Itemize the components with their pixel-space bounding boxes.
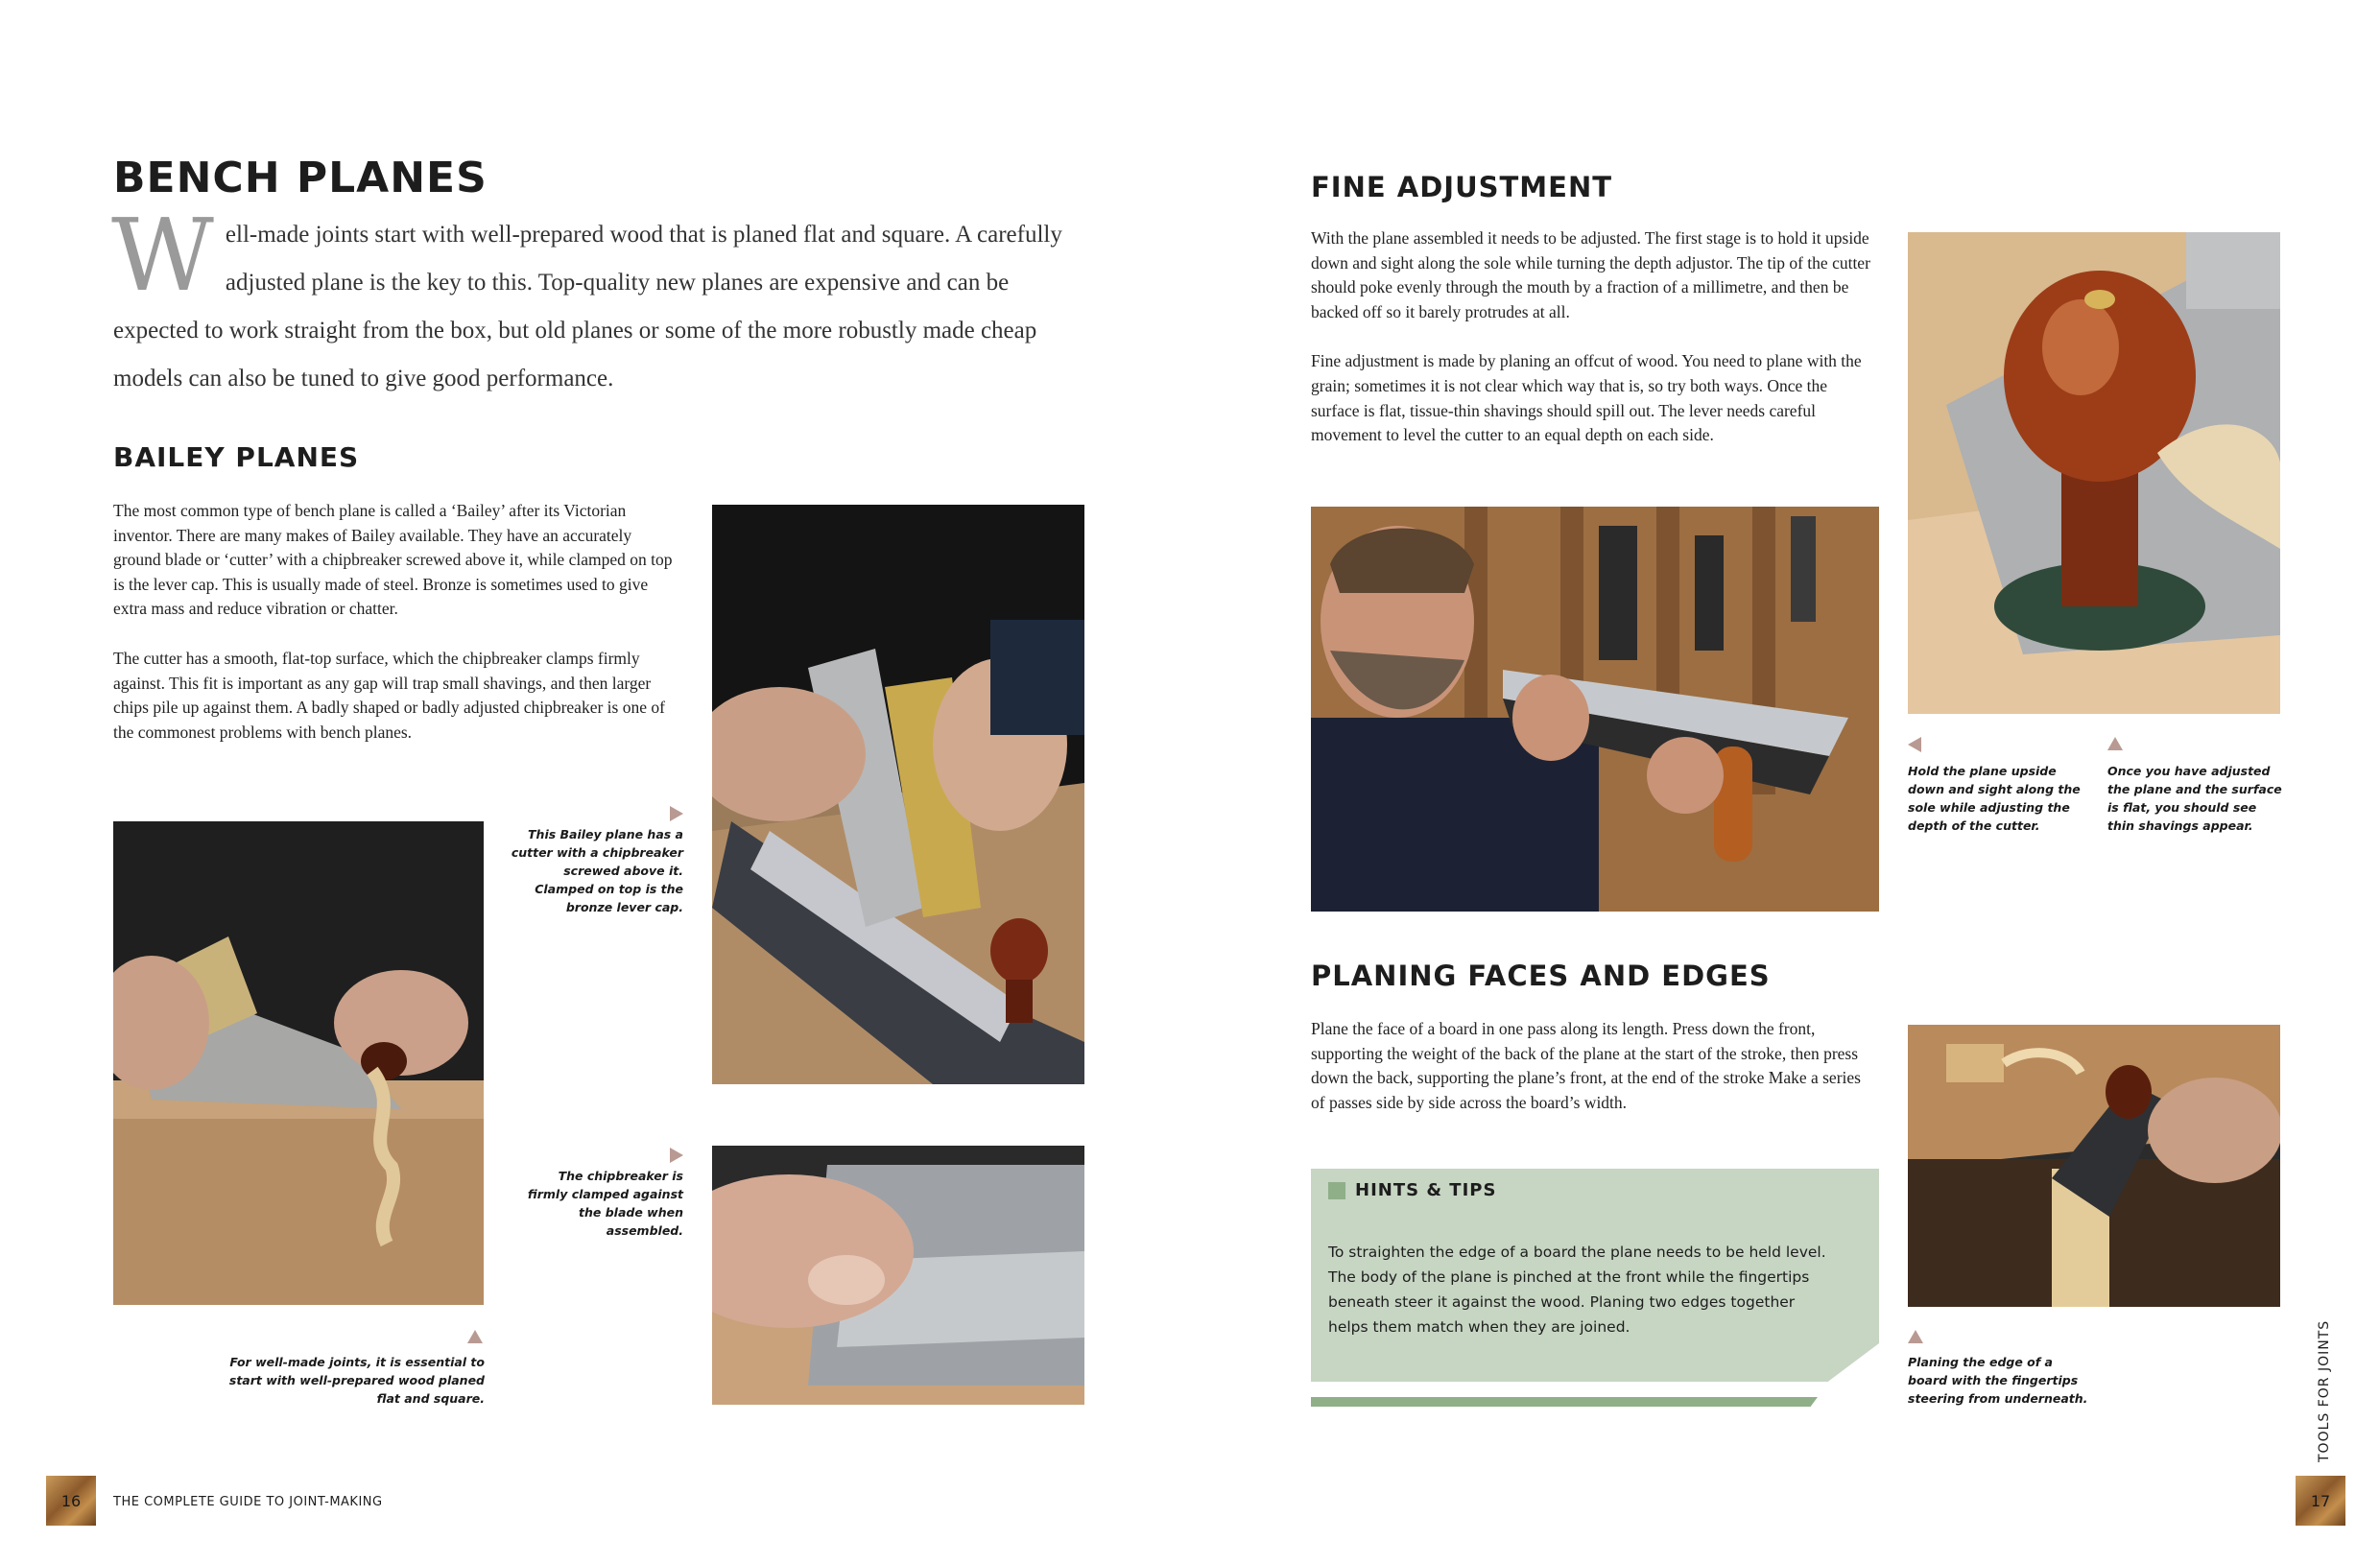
side-section-label: TOOLS FOR JOINTS: [2317, 1319, 2332, 1462]
page-number-left: [46, 1476, 96, 1526]
drop-cap: W: [111, 197, 214, 314]
hints-tips-heading: HINTS & TIPS: [1355, 1180, 1497, 1200]
bailey-body: [113, 499, 679, 770]
caption-marker-up: [2107, 737, 2123, 750]
page-number-right: [2296, 1476, 2345, 1526]
running-footer-title: THE COMPLETE GUIDE TO JOINT-MAKING: [113, 1495, 383, 1509]
fine-adjustment-body: [1311, 226, 1877, 473]
page-title: BENCH PLANES: [113, 154, 488, 202]
bailey-paragraph: The most common type of bench plane is called a ‘Bailey’ after its Victorian inventor. There are many makes of Bailey available. They have an accurately ground blade or ‘cutter’ with a chipbreaker screwed above it, while clamped on top is the lever cap. This is usually made of steel. Bronze is sometimes used to give extra mass and reduce vibration or chatter.: [113, 501, 673, 619]
intro-paragraph: [111, 197, 1083, 403]
caption-planing-edge: Planing the edge of a board with the fingertips steering from underneath.: [1908, 1355, 2088, 1406]
fine-paragraph: Fine adjustment is made by planing an offcut of wood. You need to plane with the grain; sometimes it is not clear which way that is, so try both ways. Once the surface is flat, tissue-thin shavings should spill out. The lever needs careful movement to level the cutter to an equal depth on each side.: [1311, 351, 1862, 445]
planing-paragraph: Plane the face of a board in one pass along its length. Press down the front, supporting the weight of the back of the plane at the start of the stroke, then press down the back, supporting the plane’s front, at the end of the stroke Make a series of passes side by side across the board’s width.: [1311, 1019, 1861, 1112]
hints-tips-text: To straighten the edge of a board the plane needs to be held level. The body of the plane is pinched at the front while the fingertips beneath steer it against the wood. Planing two edges together helps them match when they are joined.: [1328, 1244, 1826, 1336]
intro-text: ell-made joints start with well-prepared wood that is planed flat and square. A carefully adjusted plane is the key to this. Top-quality new planes are expensive and can be expected to work straight from the box, but old planes or some of the more robustly made cheap models can also be tuned to give good performance.: [113, 222, 1062, 391]
photo-sighting-plane: [1311, 507, 1879, 912]
bailey-paragraph: The cutter has a smooth, flat-top surface, which the chipbreaker clamps firmly against. This fit is important as any gap will trap small shavings, and then larger chips pile up against them. A badly shaped or badly adjusted chipbreaker is one of the commonest problems with bench planes.: [113, 648, 665, 742]
photo-chipbreaker: [712, 1146, 1084, 1405]
caption-chipbreaker: The chipbreaker is firmly clamped against the blade when assembled.: [527, 1169, 683, 1238]
caption-marker-right: [670, 806, 683, 821]
page-number-text: 16: [60, 1491, 82, 1510]
tips-icon: [1328, 1182, 1345, 1199]
photo-plane-knob: [1908, 232, 2280, 714]
caption-well-made: For well-made joints, it is essential to start with well-prepared wood planed flat and square.: [228, 1355, 485, 1406]
caption-marker-right: [670, 1148, 683, 1163]
caption-marker-up: [467, 1330, 483, 1343]
fine-paragraph: With the plane assembled it needs to be adjusted. The first stage is to hold it upside down and sight along the sole while turning the depth adjustor. The tip of the cutter should poke evenly through the mouth by a fraction of a millimetre, and then be backed off so it barely protrudes at all.: [1311, 228, 1870, 321]
photo-planing-wood: [113, 821, 484, 1305]
caption-once-adjusted: Once you have adjusted the plane and the surface is flat, you should see thin shavings appear.: [2107, 764, 2282, 833]
tips-rule: [1311, 1397, 1818, 1407]
bailey-heading: BAILEY PLANES: [113, 441, 360, 473]
caption-marker-up: [1908, 1330, 1923, 1343]
caption-upside-down: Hold the plane upside down and sight along the sole while adjusting the depth of the cutter.: [1908, 764, 2081, 833]
page-number-text: 17: [2310, 1491, 2331, 1510]
photo-planing-edge: [1908, 1025, 2280, 1307]
caption-marker-left: [1908, 737, 1921, 752]
caption-bailey-plane: This Bailey plane has a cutter with a chipbreaker screwed above it. Clamped on top is the bronze lever cap.: [511, 827, 683, 914]
photo-bailey-plane-assembly: [712, 505, 1084, 1084]
fine-adjustment-heading: FINE ADJUSTMENT: [1311, 171, 1613, 203]
planing-heading: PLANING FACES AND EDGES: [1311, 960, 1771, 992]
planing-body: [1311, 1017, 1877, 1140]
